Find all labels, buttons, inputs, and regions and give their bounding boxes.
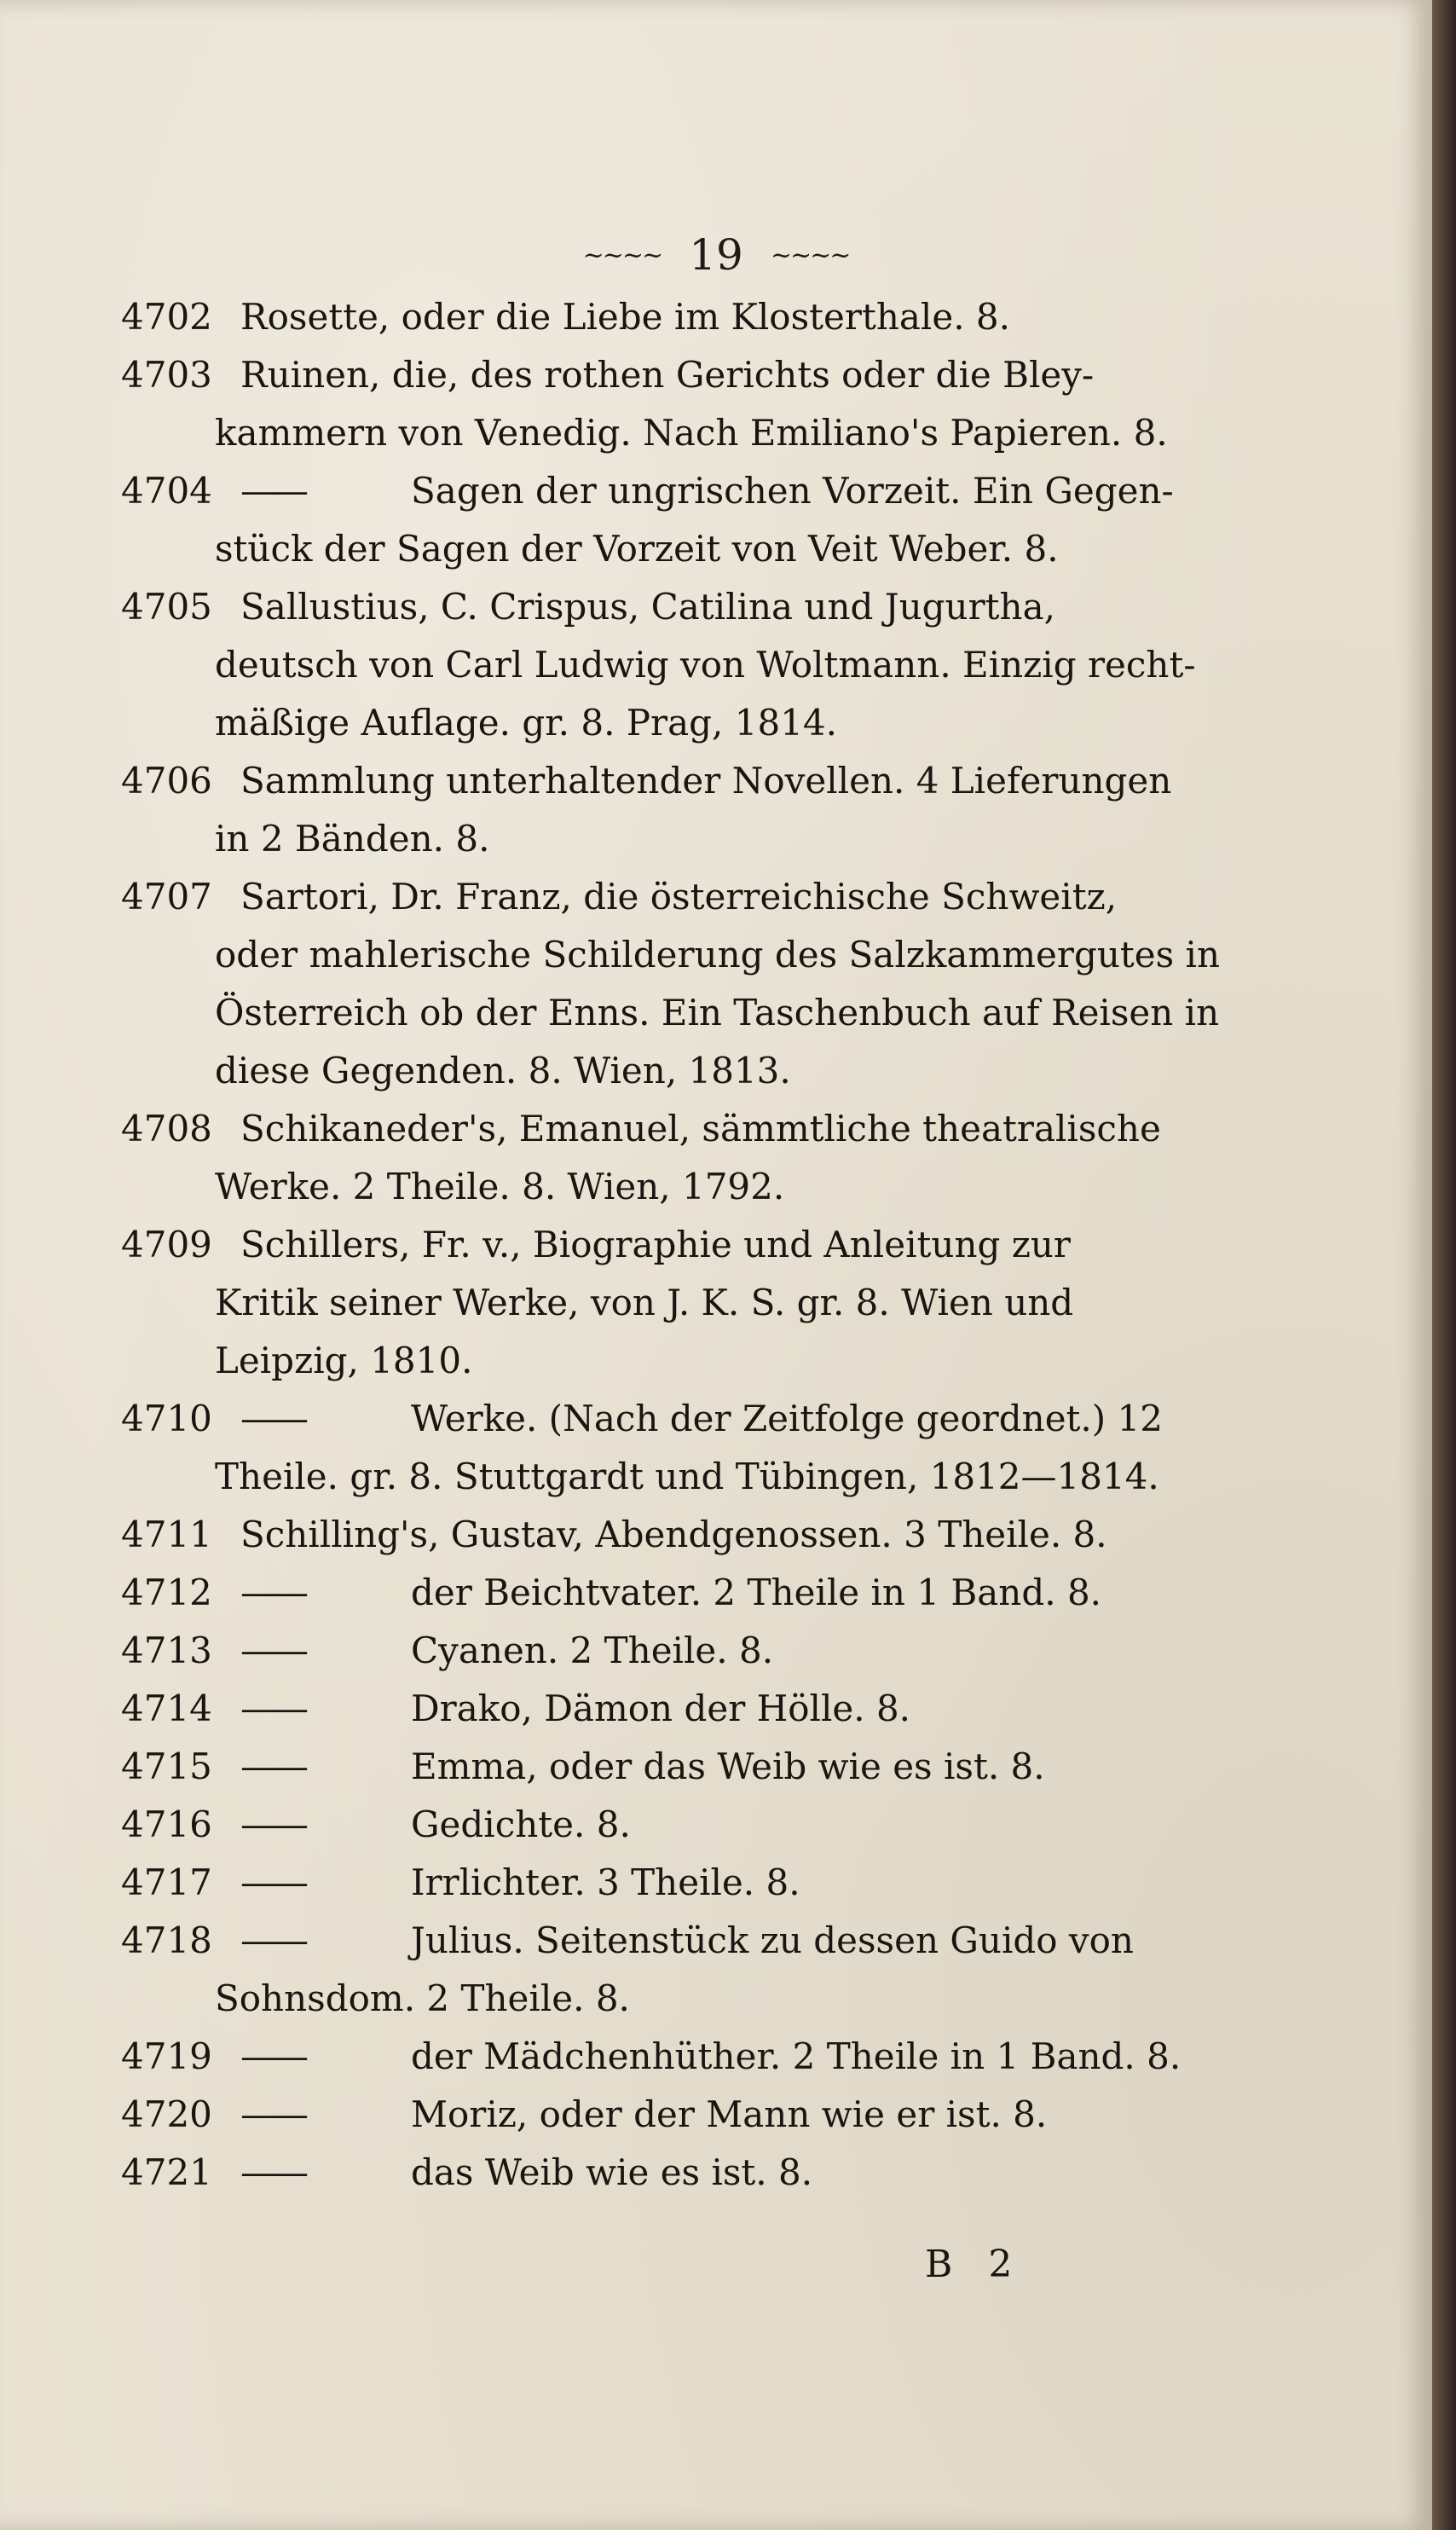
entry-text: Drako, Dämon der Hölle. 8. bbox=[411, 1688, 911, 1729]
entry-text: das Weib wie es ist. 8. bbox=[411, 2151, 813, 2193]
entry-number: 4718 bbox=[121, 1919, 212, 1961]
entry-continuation-line: deutsch von Carl Ludwig von Woltmann. Einzig recht- bbox=[215, 644, 1196, 686]
entry-text: Sagen der ungrischen Vorzeit. Ein Gegen- bbox=[411, 470, 1174, 512]
entry-number: 4706 bbox=[121, 760, 212, 802]
entry-first-line bbox=[121, 1216, 1255, 1274]
entry-text: Schillers, Fr. v., Biographie und Anleitung zur bbox=[240, 1224, 1071, 1265]
entry-text: Rosette, oder die Liebe im Klosterthale. 8. bbox=[240, 296, 1010, 338]
entry-continuation-line: oder mahlerische Schilderung des Salzkammergutes in bbox=[215, 934, 1221, 976]
entry-number: 4705 bbox=[121, 586, 212, 628]
entry-text: der Beichtvater. 2 Theile in 1 Band. 8. bbox=[411, 1572, 1102, 1613]
entry-number: 4710 bbox=[121, 1398, 212, 1439]
entry-first-line bbox=[121, 1564, 1255, 1622]
entry-text: Sammlung unterhaltender Novellen. 4 Lieferungen bbox=[240, 760, 1172, 802]
catalog-entry bbox=[121, 1912, 1255, 2028]
catalog-entry bbox=[121, 578, 1255, 752]
ditto-dash: —— bbox=[240, 2151, 305, 2193]
header-ornament-right: ~~~~ bbox=[770, 240, 850, 270]
entry-first-line bbox=[121, 1100, 1255, 1158]
catalog-entry bbox=[121, 1796, 1255, 1854]
ditto-dash: —— bbox=[240, 470, 305, 512]
catalog-entry bbox=[121, 462, 1255, 578]
entry-text: Gedichte. 8. bbox=[411, 1803, 631, 1845]
entry-first-line bbox=[121, 1912, 1255, 1970]
page-header bbox=[0, 230, 1432, 280]
entry-number: 4709 bbox=[121, 1224, 212, 1265]
ditto-dash: —— bbox=[240, 1398, 305, 1439]
entry-number: 4713 bbox=[121, 1630, 212, 1671]
entry-number: 4720 bbox=[121, 2093, 212, 2135]
page-edge bbox=[1432, 0, 1456, 2530]
entry-first-line bbox=[121, 2144, 1255, 2202]
catalog-entry bbox=[121, 868, 1255, 1100]
entry-number: 4717 bbox=[121, 1861, 212, 1903]
entry-continuation-line: stück der Sagen der Vorzeit von Veit Weber. 8. bbox=[215, 528, 1059, 570]
entry-text: der Mädchenhüther. 2 Theile in 1 Band. 8. bbox=[411, 2035, 1182, 2077]
entry-text: Werke. (Nach der Zeitfolge geordnet.) 12 bbox=[411, 1398, 1163, 1439]
entry-first-line bbox=[121, 1854, 1255, 1912]
entry-text: Ruinen, die, des rothen Gerichts oder die Bley- bbox=[240, 354, 1095, 396]
entry-number: 4716 bbox=[121, 1803, 212, 1845]
entry-continuation-line: Werke. 2 Theile. 8. Wien, 1792. bbox=[215, 1166, 785, 1207]
entry-continuation-line: in 2 Bänden. 8. bbox=[215, 818, 490, 860]
catalog-entry bbox=[121, 1390, 1255, 1506]
entry-first-line bbox=[121, 462, 1255, 520]
ditto-dash: —— bbox=[240, 1861, 305, 1903]
entry-first-line bbox=[121, 752, 1255, 810]
entry-number: 4715 bbox=[121, 1746, 212, 1787]
ditto-dash: —— bbox=[240, 1630, 305, 1671]
entry-continuation-line: Österreich ob der Enns. Ein Taschenbuch auf Reisen in bbox=[215, 992, 1220, 1033]
entry-first-line bbox=[121, 1622, 1255, 1680]
entry-number: 4703 bbox=[121, 354, 212, 396]
catalog-entry bbox=[121, 1564, 1255, 1622]
entry-continuation-line: diese Gegenden. 8. Wien, 1813. bbox=[215, 1050, 791, 1091]
entry-number: 4719 bbox=[121, 2035, 212, 2077]
entry-number: 4704 bbox=[121, 470, 212, 512]
entry-text: Cyanen. 2 Theile. 8. bbox=[411, 1630, 774, 1671]
catalog-entry bbox=[121, 288, 1255, 346]
catalog-entry bbox=[121, 1216, 1255, 1390]
ditto-dash: —— bbox=[240, 1919, 305, 1961]
ditto-dash: —— bbox=[240, 1572, 305, 1613]
entry-number: 4714 bbox=[121, 1688, 212, 1729]
catalog-entry bbox=[121, 2144, 1255, 2202]
entry-first-line bbox=[121, 2086, 1255, 2144]
catalog-entry bbox=[121, 2086, 1255, 2144]
entry-number: 4711 bbox=[121, 1514, 212, 1555]
entry-first-line bbox=[121, 1680, 1255, 1738]
ditto-dash: —— bbox=[240, 1688, 305, 1729]
catalog-entry bbox=[121, 1738, 1255, 1796]
signature-mark: B 2 bbox=[925, 2243, 1025, 2286]
entry-number: 4708 bbox=[121, 1108, 212, 1149]
entry-text: Emma, oder das Weib wie es ist. 8. bbox=[411, 1746, 1045, 1787]
entry-number: 4707 bbox=[121, 876, 212, 918]
entry-first-line bbox=[121, 1738, 1255, 1796]
entry-continuation-line: kammern von Venedig. Nach Emiliano's Papieren. 8. bbox=[215, 412, 1168, 454]
catalog-entry bbox=[121, 2028, 1255, 2086]
entry-continuation-line: Theile. gr. 8. Stuttgardt und Tübingen, 1812—1814. bbox=[215, 1456, 1159, 1497]
ditto-dash: —— bbox=[240, 1746, 305, 1787]
entry-continuation-line: Sohnsdom. 2 Theile. 8. bbox=[215, 1977, 630, 2019]
entry-number: 4721 bbox=[121, 2151, 212, 2193]
entry-text: Schikaneder's, Emanuel, sämmtliche theatralische bbox=[240, 1108, 1161, 1149]
entry-first-line bbox=[121, 1796, 1255, 1854]
entry-continuation-line: mäßige Auflage. gr. 8. Prag, 1814. bbox=[215, 702, 837, 744]
entry-number: 4702 bbox=[121, 296, 212, 338]
catalog-entry bbox=[121, 1622, 1255, 1680]
entry-text: Moriz, oder der Mann wie er ist. 8. bbox=[411, 2093, 1048, 2135]
entry-first-line bbox=[121, 868, 1255, 926]
catalog-entry bbox=[121, 1680, 1255, 1738]
catalog-entry bbox=[121, 1854, 1255, 1912]
entry-number: 4712 bbox=[121, 1572, 212, 1613]
entry-first-line bbox=[121, 1390, 1255, 1448]
entry-text: Sartori, Dr. Franz, die österreichische Schweitz, bbox=[240, 876, 1118, 918]
entry-first-line bbox=[121, 1506, 1255, 1564]
entry-text: Julius. Seitenstück zu dessen Guido von bbox=[411, 1919, 1134, 1961]
entry-first-line bbox=[121, 288, 1255, 346]
catalog-entry bbox=[121, 1506, 1255, 1564]
entry-text: Irrlichter. 3 Theile. 8. bbox=[411, 1861, 800, 1903]
header-ornament-left: ~~~~ bbox=[582, 240, 662, 270]
ditto-dash: —— bbox=[240, 1803, 305, 1845]
entry-first-line bbox=[121, 2028, 1255, 2086]
page-number: 19 bbox=[689, 230, 743, 280]
entry-first-line bbox=[121, 578, 1255, 636]
catalog-entry bbox=[121, 752, 1255, 868]
ditto-dash: —— bbox=[240, 2093, 305, 2135]
catalog-entries bbox=[121, 288, 1255, 2202]
catalog-entry bbox=[121, 1100, 1255, 1216]
entry-text: Schilling's, Gustav, Abendgenossen. 3 Theile. 8. bbox=[240, 1514, 1107, 1555]
entry-text: Sallustius, C. Crispus, Catilina und Jugurtha, bbox=[240, 586, 1055, 628]
entry-continuation-line: Leipzig, 1810. bbox=[215, 1340, 473, 1381]
entry-first-line bbox=[121, 346, 1255, 404]
ditto-dash: —— bbox=[240, 2035, 305, 2077]
entry-continuation-line: Kritik seiner Werke, von J. K. S. gr. 8. Wien und bbox=[215, 1282, 1074, 1323]
catalog-entry bbox=[121, 346, 1255, 462]
